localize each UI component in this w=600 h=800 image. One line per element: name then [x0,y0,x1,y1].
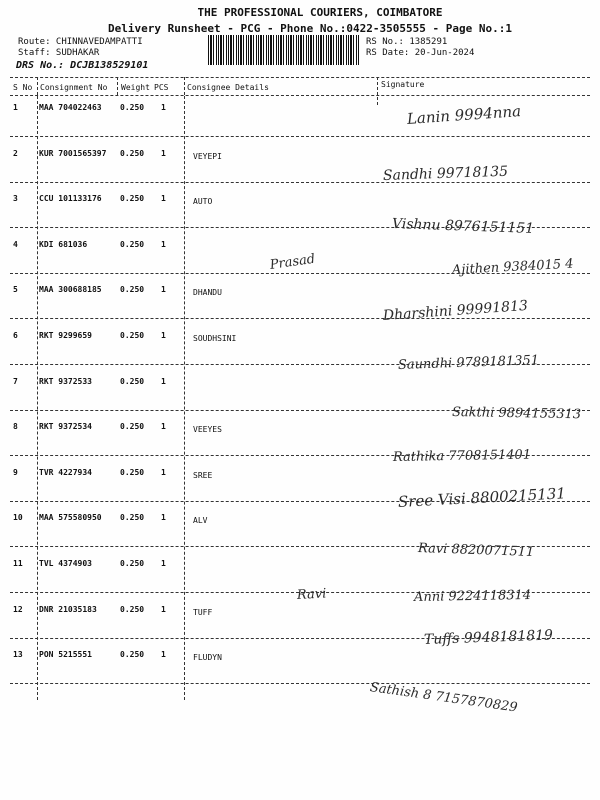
row-pcs: 1 [161,468,166,477]
row-pcs: 1 [161,331,166,340]
row-weight: 0.250 [120,194,145,203]
row-pcs: 1 [161,605,166,614]
signature: Sakthi 9894155313 [451,405,582,423]
signature: Dharshini 99991813 [382,297,529,324]
header-rule-top [10,77,590,78]
row-divider [10,182,590,183]
col-header-weight: Weight [121,83,150,92]
row-consignee: FLUDYN [193,653,222,662]
col-divider [37,77,38,95]
row-weight: 0.250 [120,559,145,568]
route-label: Route: CHINNAVEDAMPATTI [18,37,143,47]
row-divider [10,136,590,137]
company-title: THE PROFESSIONAL COURIERS, COIMBATORE [197,6,443,19]
signature-divider [377,77,378,105]
row-pcs: 1 [161,103,166,112]
rs-number: RS No.: 1385291 [366,37,448,47]
row-pcs: 1 [161,240,166,249]
row-pcs: 1 [161,422,166,431]
row-sno: 7 [13,377,18,386]
row-weight: 0.250 [120,103,145,112]
signature: Ajithen 9384015 4 [451,256,574,278]
row-sno: 4 [13,240,18,249]
signature: Sandhi 99718135 [382,163,509,184]
signature: Tuffs 9948181819 [423,627,554,648]
row-consignment-no: CCU 101133176 [39,194,102,203]
row-consignment-no: MAA 575580950 [39,513,102,522]
row-weight: 0.250 [120,422,145,431]
row-consignment-no: KUR 7001565397 [39,149,107,158]
row-weight: 0.250 [120,285,145,294]
signature: Sree Visi 8800215131 [397,484,567,511]
row-weight: 0.250 [120,377,145,386]
row-consignment-no: RKT 9372534 [39,422,92,431]
drs-number: DRS No.: DCJB138529101 [16,60,149,71]
row-divider [10,318,590,319]
staff-label: Staff: SUDHAKAR [18,48,100,58]
row-consignment-no: DNR 21035183 [39,605,97,614]
row-consignment-no: MAA 704022463 [39,103,102,112]
barcode [208,35,360,65]
row-consignment-no: RKT 9299659 [39,331,92,340]
col-header-consignee: Consignee Details [187,83,269,92]
col-header-signature: Signature [381,80,425,89]
rs-date: RS Date: 20-Jun-2024 [366,48,475,58]
row-consignee: SOUDHSINI [193,334,237,343]
col-header-pcs: PCS [154,83,169,92]
header-rule-bottom [10,95,590,96]
row-sno: 3 [13,194,18,203]
row-consignment-no: TVL 4374903 [39,559,92,568]
col-divider [37,96,38,700]
signature: Prasad [268,251,317,273]
col-header-sno: S No [13,83,33,92]
row-consignee: VEEYES [193,425,222,434]
col-divider [184,77,185,95]
row-consignee: SREE [193,471,213,480]
row-sno: 1 [13,103,18,112]
row-pcs: 1 [161,377,166,386]
row-sno: 6 [13,331,18,340]
col-header-consignment: Consignment No [40,83,108,92]
row-sno: 13 [13,650,23,659]
row-consignment-no: MAA 300688185 [39,285,102,294]
signature: Vishnu 8976151151 [391,216,535,237]
row-consignee: DHANDU [193,288,222,297]
signature: Rathika 7708151401 [392,447,532,465]
row-pcs: 1 [161,513,166,522]
row-weight: 0.250 [120,149,145,158]
row-pcs: 1 [161,149,166,158]
row-weight: 0.250 [120,513,145,522]
signature: Anni 9224118314 [413,587,532,605]
row-divider [10,683,590,684]
row-sno: 8 [13,422,18,431]
row-pcs: 1 [161,650,166,659]
row-sno: 12 [13,605,23,614]
row-sno: 10 [13,513,23,522]
col-divider [184,96,185,700]
row-sno: 11 [13,559,23,568]
row-consignee: ALV [193,516,208,525]
signature: Ravi 8820071511 [417,541,535,561]
signature: Sathish 8 7157870829 [368,680,519,716]
row-sno: 2 [13,149,18,158]
row-pcs: 1 [161,285,166,294]
row-consignee: TUFF [193,608,213,617]
row-consignment-no: TVR 4227934 [39,468,92,477]
row-consignment-no: KDI 681036 [39,240,88,249]
row-weight: 0.250 [120,650,145,659]
row-weight: 0.250 [120,240,145,249]
signature: Lanin 9994nna [406,102,522,128]
row-consignee: AUTO [193,197,213,206]
signature: Saundhi 9789181351 [397,353,540,373]
row-consignment-no: RKT 9372533 [39,377,92,386]
signature: Ravi [296,586,327,603]
row-pcs: 1 [161,559,166,568]
row-sno: 5 [13,285,18,294]
row-sno: 9 [13,468,18,477]
row-consignee: VEYEPI [193,152,222,161]
col-divider [117,77,118,95]
row-weight: 0.250 [120,605,145,614]
row-weight: 0.250 [120,468,145,477]
runsheet-title: Delivery Runsheet - PCG - Phone No.:0422-3505555 - Page No.:1 [108,22,512,35]
row-weight: 0.250 [120,331,145,340]
row-pcs: 1 [161,194,166,203]
row-consignment-no: PON 5215551 [39,650,92,659]
